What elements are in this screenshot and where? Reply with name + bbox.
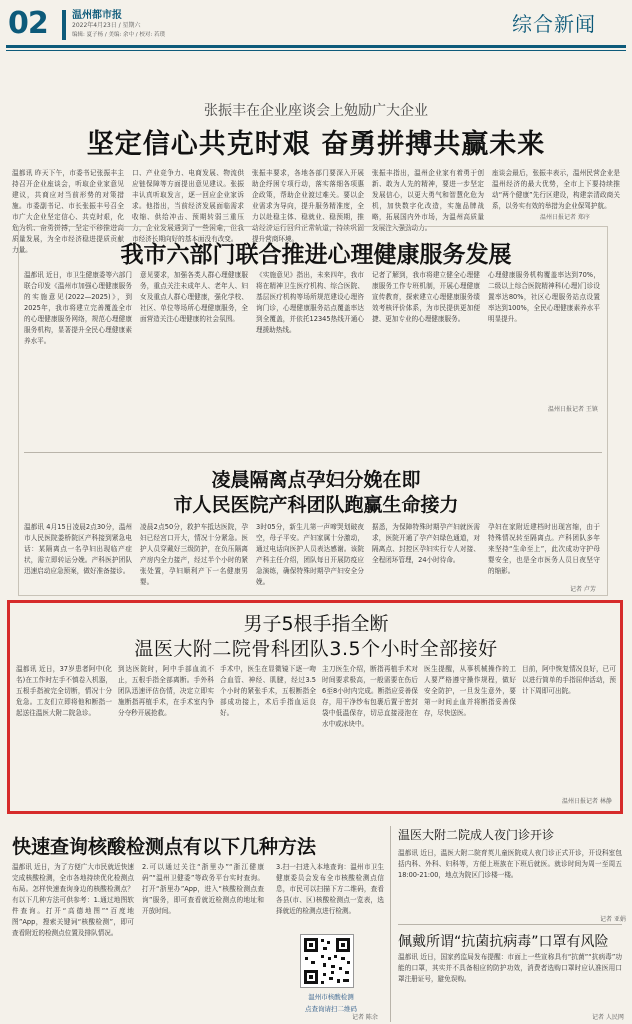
qr-code-graphic [301,935,353,987]
date-line: 2022年4月23日 / 星期六 [72,22,141,29]
story7-body: 温都讯 近日，国家药监局发布提醒：市面上一些宣称具有“抗菌”“抗病毒”功能的口罩，其实并不具备相应的防护功效，消费者选购口罩时应认准医用口罩注册证号，避免误购。 [398,953,622,983]
story3-col2: 凌晨2点50分，救护车抵达医院，孕妇已经宫口开大，情况十分紧急。医护人员穿戴好三级防护，在负压隔离产房内全力接产，经过半个小时的紧张处置，孕妇顺利产下一名健康男婴。 [140,523,248,586]
story6-body: 温都讯 近日，温医大附二院育英儿童医院成人夜门诊正式开诊，开设科室包括内科、外科、妇科等，方便上班族在下班后就医。就诊时间为周一至周五18:00-21:00，地点为院区门诊楼一楼。 [398,849,622,879]
story1-col1: 温都讯 昨天下午，市委书记张振丰主持召开企业座谈会，听取企业家意见建议，共商应对当前形势的对策措施。市委副书记、市长张振丰号召全市广大企业坚定信心、共克时艰，化危为机、奋勇拼搏，坚定不移推进高质量发展，为全市经济稳进提质贡献力量。 [12,169,124,254]
column-divider [390,826,391,1022]
story1-col3: 张振丰要求，各地各部门要深入开展助企纾困专项行动，落实落细各项惠企政策，帮助企业渡过难关。要以企业需求为导向，提升服务精准度，全力以赴稳主体、稳就业、稳预期，推动经济运行回归正常轨道，持续巩固提升营商环境。 [252,169,364,243]
story5-col1: 温都讯 近日，为了方便广大市民就近快速完成核酸检测，全市各地持续优化检测点布局。怎样快速查询身边的核酸检测点？有以下几种方法可供参考：1.通过地图软件查询。打开“高德地图”“百度地图”App，搜索关键词“核酸检测”，即可查看附近的检测点位置及排队情况。 [12,863,134,937]
story4-col5: 医生提醒，从事机械操作的工人要严格遵守操作规程，做好安全防护，一旦发生意外，要第一时间止血并将断指妥善保存，尽快送医。 [424,665,516,717]
story1-col2: 口、产业竞争力、电商发展、物流供应链保障等方面提出意见建议。张振丰认真听取发言，逐一回应企业家诉求。他指出，当前经济发展面临需求收缩、供给冲击、预期转弱三重压力，企业发展遇到了一些困难，但我市经济长期向好的基本面没有改变。 [132,169,244,243]
story6-byline: 记者 亚娟 [600,916,626,923]
story2-col1: 温都讯 近日，市卫生健康委等六部门联合印发《温州市加强心理健康服务的实施意见(2022—2025)》，到2025年，我市将建立完善覆盖全市的心理健康服务网络，规范心理健康服务机构，显著提升全民心理健康素养水平。 [24,271,132,345]
story4-col6: 目前，阿中恢复情况良好，已可以进行简单的手指屈伸活动，预计下周即可出院。 [522,665,616,695]
story1-col5: 座谈会最后，张振丰表示，温州民营企业是温州经济的最大优势，全市上下要持续推动“两个健康”先行区建设，构建亲清政商关系，以务实有效的举措为企业保驾护航。 [492,169,620,210]
story5-title: 快速查询核酸检测点有以下几种方法 [12,836,317,858]
editors-line: 编辑: 夏子杨 / 美编: 余中 / 校对: 若璞 [72,32,166,38]
section-title: 综合新闻 [512,12,596,36]
story4-col3: 手术中，医生在显微镜下逐一吻合血管、神经、肌腱，经过3.5个小时的紧张手术，五根断指全部成功接上，术后手指血运良好。 [220,665,316,717]
qr-code[interactable] [300,934,354,988]
page-number: 02 [8,6,48,41]
header-rule [6,45,626,48]
story3-col5: 孕妇在家附近建档时出现宫缩，由于特殊情况转至隔离点。产科团队多年来坚持“生命至上”，此次成功守护母婴安全，也是全市医务人员日夜坚守的缩影。 [488,523,600,575]
story4-title-line2: 温医大附二院骨科团队3.5个小时全部接好 [134,638,498,660]
story5-byline: 记者 陈余 [352,1014,378,1021]
story-divider-right [398,924,622,925]
story4-col4: 主刀医生介绍，断指再植手术对时间要求极高，一般需要在伤后6至8小时内完成。断指应妥善保存，用干净纱布包裹后置于密封袋中低温保存，切忌直接浸泡在水中或冰块中。 [322,665,418,728]
story3-byline: 记者 卢芳 [570,586,596,593]
header-rule-thin [6,50,626,51]
story1-title: 坚定信心共克时艰 奋勇拼搏共赢未来 [86,129,546,160]
story1-col4: 张振丰指出，温州企业家有着勇于创新、敢为人先的精神，要进一步坚定发展信心，以更大勇气和智慧化危为机，加快数字化改造，实施品牌战略，拓展国内外市场，为温州高质量发展注入强劲动力。 [372,169,484,232]
story4-byline: 温州日报记者 林静 [562,798,612,805]
header-bar [62,10,66,40]
story7-title: 佩戴所谓“抗菌抗病毒”口罩有风险 [398,934,609,950]
story2-title: 我市六部门联合推进心理健康服务发展 [120,242,512,268]
story4-col2: 到达医院时，阿中手部血流不止，五根手指全部离断。手外科团队迅速评估伤情，决定立即实施断指再植手术，在手术室内争分夺秒开展抢救。 [118,665,214,717]
paper-name: 温州都市报 [72,10,122,21]
qr-caption-line2: 点查询请扫二维码 [305,1005,357,1013]
story6-title: 温医大附二院成人夜门诊开诊 [398,828,555,842]
story4-col1: 温都讯 近日，37岁患者阿中(化名)在工作时左手不慎卷入机器，五根手指被完全切断，情况十分危急。工友们立即将他和断指一起送往温医大附二院急诊。 [16,665,112,717]
story3-title-line2: 市人民医院产科团队跑赢生命接力 [173,494,459,516]
story3-title-line1: 凌晨隔离点孕妇分娩在即 [211,469,421,491]
story2-col3: 《实施意见》指出，未来四年，我市将在精神卫生医疗机构、综合医院、基层医疗机构等场所规范建设心理咨询门诊，心理健康服务站点覆盖率达到全覆盖，并依托12345热线开通心理援助热线。 [256,271,364,334]
story4-title-line1: 男子5根手指全断 [243,613,389,635]
story-divider [24,452,602,453]
story3-col4: 据悉，为保障特殊时期孕产妇就医需求，医院开通了孕产妇绿色通道，对隔离点、封控区孕妇实行专人对接、全程闭环管理，24小时待命。 [372,523,480,564]
story2-col4: 记者了解到，我市将建立健全心理健康服务工作专班机制，开展心理健康宣传教育，探索建立心理健康服务绩效考核评价体系，为市民提供更加便捷、更加专业的心理健康服务。 [372,271,480,323]
story7-byline: 记者 人民网 [592,1014,624,1021]
story2-col5: 心理健康服务机构覆盖率达到70%，二级以上综合医院精神科(心理)门诊设置率达80%，社区心理服务站点设置率达到100%，全民心理健康素养水平明显提升。 [488,271,600,323]
story2-byline: 温州日报记者 王镇 [548,406,598,413]
qr-caption-line1: 温州市核酸检测 [308,993,354,1001]
story3-col1: 温都讯 4月15日凌晨2点30分，温州市人民医院娄桥院区产科接到紧急电话：某隔离点一名孕妇出现临产症状，需立即转运分娩。产科医护团队迅速启动应急预案，做好准备接诊。 [24,523,132,575]
story5-col3: 3.扫一扫进入本地查询：温州市卫生健康委员会发布全市核酸检测点信息，市民可以扫描下方二维码，查看各县(市、区)核酸检测点一览表，选择就近的检测点进行检测。 [276,863,384,915]
story3-col3: 3时05分，新生儿第一声啼哭划破夜空，母子平安。产妇家属十分激动，通过电话向医护人员表达感谢。该院产科主任介绍，团队每日开展防疫应急演练，确保特殊时期孕产妇安全分娩。 [256,523,364,586]
story2-col2: 意见要求，加强各类人群心理健康服务，重点关注未成年人、老年人、妇女及重点人群心理健康，强化学校、社区、单位等场所心理健康服务，全面营造关注心理健康的社会氛围。 [140,271,248,323]
story1-subtitle: 张振丰在企业座谈会上勉励广大企业 [204,103,428,119]
story5-col2: 2.可以通过关注“浙里办”“浙江健康码”“温州卫健委”等政务平台实时查询。打开“浙里办”App，进入“核酸检测点查询”服务，即可查看就近检测点的地址和开放时间。 [142,863,264,915]
story1-byline: 温州日报记者 郑序 [540,214,590,221]
